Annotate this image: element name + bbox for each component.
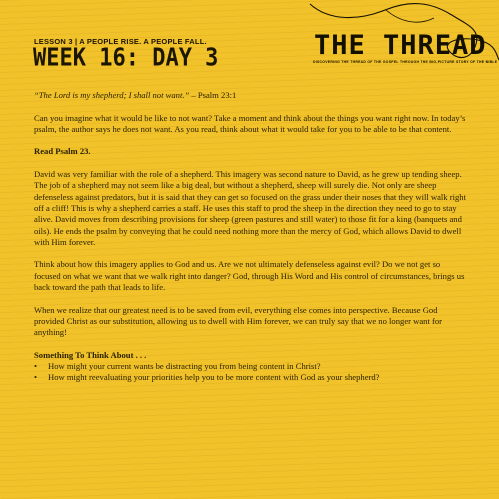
page-title: WEEK 16: DAY 3 — [33, 43, 219, 73]
intro-paragraph: Can you imagine what it would be like to not want? Take a moment and think about the things you want right now. In today’s psalm, the author says he does not want. As you read, think about what it would take for you to be able to be that content. — [34, 112, 466, 134]
quote-text: “The Lord is my shepherd; I shall not want.” — [34, 90, 190, 100]
body-paragraph-2: Think about how this imagery applies to God and us. Are we not ultimately defenseless against evil? Do we not get so focused on what we want that we walk right into danger? God, through His Word and His control of circumstances, brings us back toward the path that leads to life. — [34, 259, 465, 293]
think-about-heading: Something To Think About . . . — [34, 349, 147, 360]
logo-tagline: DISCOVERING THE THREAD OF THE GOSPEL THROUGH THE BIG-PICTURE STORY OF THE BIBLE — [313, 60, 498, 64]
body-paragraph-3: When we realize that our greatest need is to be saved from evil, everything else comes into perspective. Because God provided Christ as our substitution, allowing us to dwell with Him forever, we can truly say that we no longer want for anything! — [34, 304, 443, 338]
list-item — [34, 361, 466, 372]
logo-title: THE THREAD — [314, 30, 487, 61]
body-paragraph-1: David was very familiar with the role of a shepherd. This imagery was second nature to David, as he grew up tending sheep. The job of a shepherd may not seem like a big deal, but without a shepherd, sheep will surely die. Not only are sheep defenseless against predators, but it is said that they can get so focused on the grass under their noses that they will walk right off a cliff! This is why a shepherd carries a staff. He uses this staff to prod the sheep in the direction they need to go to stay alive. David moves from describing provisions for sheep (green pastures and still water) to those fit for a king (banquets and oils). He ends the psalm by conveying that he could need nothing more than the mercy of God, which allows David to dwell with Him forever. — [34, 169, 466, 247]
think-about-section — [34, 350, 466, 384]
think-about-list — [34, 361, 466, 384]
list-item-text: How might reevaluating your priorities help you to be more content with God as your shepherd? — [48, 372, 380, 383]
quote-reference: – Psalm 23:1 — [189, 90, 237, 100]
lesson-subtitle: LESSON 3 | A PEOPLE RISE. A PEOPLE FALL. — [34, 37, 207, 46]
scripture-quote — [34, 90, 466, 101]
list-item-text: How might your current wants be distracting you from being content in Christ? — [48, 361, 321, 372]
devotional-content — [34, 90, 466, 384]
read-heading: Read Psalm 23. — [34, 146, 91, 157]
the-thread-logo — [300, 0, 499, 70]
bullet-icon: • — [34, 372, 38, 383]
bullet-icon: • — [34, 361, 38, 372]
list-item — [34, 372, 466, 383]
